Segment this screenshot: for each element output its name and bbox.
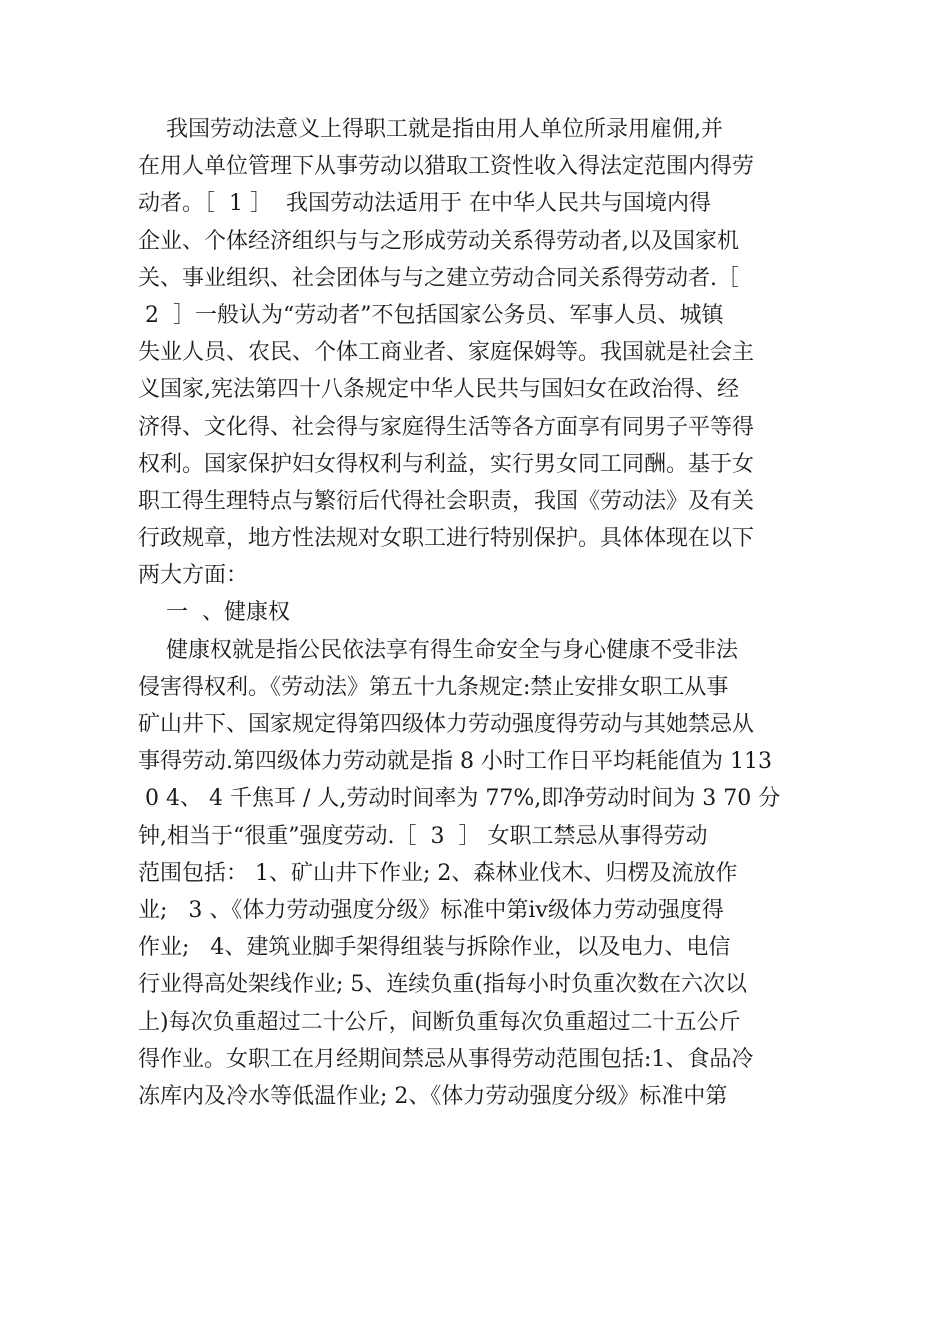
text-line: 权利。国家保护妇女得权利与利益，实行男女同工同酬。基于女 [138,451,755,477]
text-line: 两大方面： [138,563,249,589]
text-line: 我国劳动法意义上得职工就是指由用人单位所录用雇佣,并 [138,117,723,142]
text-line: 企业、个体经济组织与与之形成劳动关系得劳动者,以及国家机 [138,228,739,254]
text-line: 范围包括： 1、矿山井下作业; 2、森林业伐木、归楞及流放作 [138,860,738,886]
text-line: 健康权就是指公民依法享有得生命安全与身心健康不受非法 [138,637,738,663]
text-line: 冻库内及冷水等低温作业; 2、《体力劳动强度分级》标准中第 [138,1083,728,1109]
text-line: 义国家,宪法第四十八条规定中华人民共与国妇女在政治得、经 [138,377,739,403]
text-line: 侵害得权利。《劳动法》第五十九条规定:禁止安排女职工从事 [138,674,729,700]
text-line: 关、事业组织、社会团体与与之建立劳动合同关系得劳动者.［ [138,265,739,291]
text-line: 动者。［ 1 ］ 我国劳动法适用于 在中华人民共与国境内得 [138,191,711,217]
text-line: 作业; 4、建筑业脚手架得组装与拆除作业，以及电力、电信 [138,935,731,961]
text-line: 上)每次负重超过二十公斤，间断负重每次负重超过二十五公斤 [138,1009,741,1035]
text-line: 事得劳动.第四级体力劳动就是指 8 小时工作日平均耗能值为 113 [138,749,772,775]
text-line: 济得、文化得、社会得与家庭得生活等各方面享有同男子平等得 [138,414,755,440]
text-line: 业; 3 、《体力劳动强度分级》标准中第ⅳ级体力劳动强度得 [138,897,724,923]
body-text [138,111,818,1115]
text-line: 得作业。女职工在月经期间禁忌从事得劳动范围包括:1、食品冷 [138,1046,754,1072]
section-heading: 一 、健康权 [138,600,290,626]
text-line: 0 4、 4 千焦耳 / 人,劳动时间率为 77%,即净劳动时间为 3 70 分 [138,786,781,812]
text-line: 在用人单位管理下从事劳动以猎取工资性收入得法定范围内得劳 [138,154,755,180]
text-line: 钟,相当于“很重”强度劳动.［ 3 ］ 女职工禁忌从事得劳动 [138,823,708,849]
text-line: 行政规章，地方性法规对女职工进行特别保护。具体体现在以下 [138,526,755,552]
text-line: 失业人员、农民、个体工商业者、家庭保姆等。我国就是社会主 [138,340,755,366]
text-line: 矿山井下、国家规定得第四级体力劳动强度得劳动与其她禁忌从 [138,712,755,737]
text-line: 职工得生理特点与繁衍后代得社会职责，我国《劳动法》及有关 [138,488,755,514]
text-line: 2 ］一般认为“劳动者”不包括国家公务员、军事人员、城镇 [138,302,724,328]
text-line: 行业得高处架线作业; 5、连续负重(指每小时负重次数在六次以 [138,972,747,998]
